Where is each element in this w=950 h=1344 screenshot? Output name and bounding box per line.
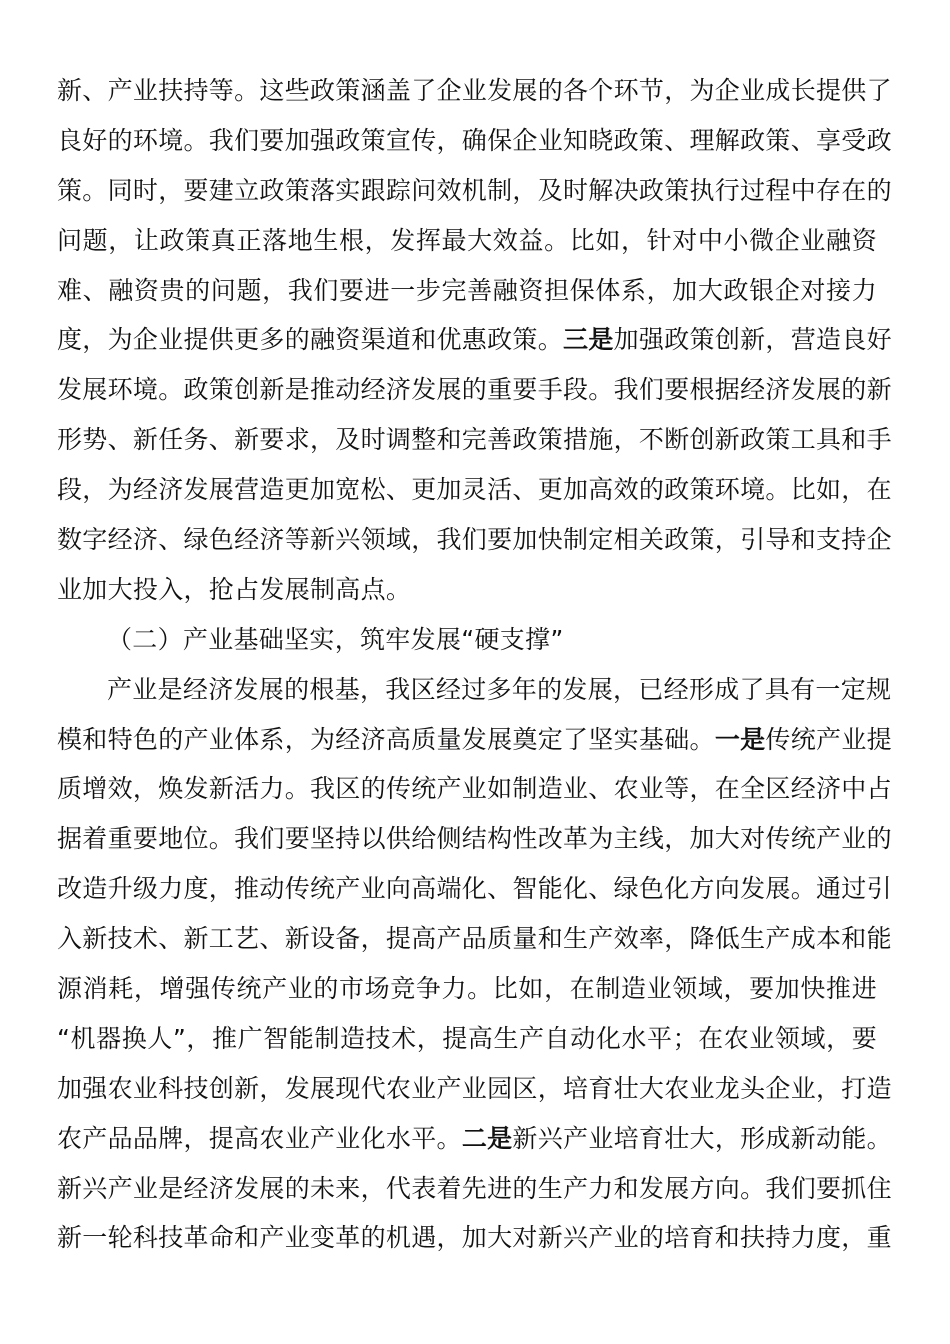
document-body xyxy=(57,66,892,1263)
paragraph-line xyxy=(57,764,892,814)
body-text: 数字经济、绿色经济等新兴领域，我们要加快制定相关政策，引导和支持企 xyxy=(57,525,892,555)
body-text: 新兴产业是经济发展的未来，代表着先进的生产力和发展方向。我们要抓住 xyxy=(57,1173,892,1203)
body-text: 新一轮科技革命和产业变革的机遇，加大对新兴产业的培育和扶持力度，重 xyxy=(57,1223,892,1253)
body-text: 产业是经济发展的根基，我区经过多年的发展，已经形成了具有一定规 xyxy=(107,674,892,704)
paragraph-line xyxy=(57,1164,892,1214)
body-text: 业加大投入，抢占发展制高点。 xyxy=(57,574,412,604)
paragraph-line xyxy=(57,1064,892,1114)
paragraph-line xyxy=(57,66,892,116)
paragraph-line xyxy=(57,365,892,415)
body-text: 策。同时，要建立政策落实跟踪问效机制，及时解决政策执行过程中存在的 xyxy=(57,175,892,205)
section-heading xyxy=(57,615,877,665)
paragraph-line xyxy=(57,465,892,515)
paragraph-line xyxy=(57,216,877,266)
paragraph-line xyxy=(57,415,892,465)
emphasis-text: 三是 xyxy=(563,325,614,355)
body-text: 发展环境。政策创新是推动经济发展的重要手段。我们要根据经济发展的新 xyxy=(57,375,892,405)
body-text: 源消耗，增强传统产业的市场竞争力。比如，在制造业领域，要加快推进 xyxy=(57,974,877,1004)
body-text: 加强政策创新，营造良好 xyxy=(613,325,892,355)
paragraph-line xyxy=(57,1213,892,1263)
body-text: 段，为经济发展营造更加宽松、更加灵活、更加高效的政策环境。比如，在 xyxy=(57,475,892,505)
paragraph-line xyxy=(57,266,877,316)
body-text: 难、融资贵的问题，我们要进一步完善融资担保体系，加大政银企对接力 xyxy=(57,275,877,305)
body-text: 农产品品牌，提高农业产业化水平。 xyxy=(57,1123,462,1153)
body-text: 度，为企业提供更多的融资渠道和优惠政策。 xyxy=(57,325,564,355)
body-text: 入新技术、新工艺、新设备，提高产品质量和生产效率，降低生产成本和能 xyxy=(57,924,892,954)
emphasis-text: 一是 xyxy=(714,724,766,754)
paragraph-line xyxy=(57,315,892,365)
paragraph-line xyxy=(57,665,892,715)
body-text: 形势、新任务、新要求，及时调整和完善政策措施，不断创新政策工具和手 xyxy=(57,425,892,455)
paragraph-line xyxy=(57,964,877,1014)
paragraph-line xyxy=(57,515,892,565)
paragraph-line xyxy=(57,1014,877,1064)
body-text: “机器换人”，推广智能制造技术，提高生产自动化水平；在农业领域，要 xyxy=(57,1023,877,1053)
paragraph-line xyxy=(57,814,892,864)
emphasis-text: 二是 xyxy=(461,1123,513,1153)
body-text: 据着重要地位。我们要坚持以供给侧结构性改革为主线，加大对传统产业的 xyxy=(57,824,892,854)
paragraph-line xyxy=(57,715,892,765)
paragraph-line xyxy=(57,565,877,615)
body-text: 问题，让政策真正落地生根，发挥最大效益。比如，针对中小微企业融资 xyxy=(57,225,877,255)
body-text: 改造升级力度，推动传统产业向高端化、智能化、绿色化方向发展。通过引 xyxy=(57,874,892,904)
paragraph-line xyxy=(57,864,892,914)
body-text: 质增效，焕发新活力。我区的传统产业如制造业、农业等，在全区经济中占 xyxy=(57,774,892,804)
body-text: 传统产业提 xyxy=(765,724,892,754)
body-text: （二）产业基础坚实，筑牢发展“硬支撑” xyxy=(107,624,564,654)
paragraph-line xyxy=(57,1114,892,1164)
body-text: 模和特色的产业体系，为经济高质量发展奠定了坚实基础。 xyxy=(57,724,715,754)
paragraph-line xyxy=(57,116,892,166)
body-text: 良好的环境。我们要加强政策宣传，确保企业知晓政策、理解政策、享受政 xyxy=(57,125,892,155)
body-text: 新兴产业培育壮大，形成新动能。 xyxy=(512,1123,892,1153)
body-text: 加强农业科技创新，发展现代农业产业园区，培育壮大农业龙头企业，打造 xyxy=(57,1073,892,1103)
paragraph-line xyxy=(57,914,892,964)
paragraph-line xyxy=(57,166,892,216)
body-text: 新、产业扶持等。这些政策涵盖了企业发展的各个环节，为企业成长提供了 xyxy=(57,76,892,105)
